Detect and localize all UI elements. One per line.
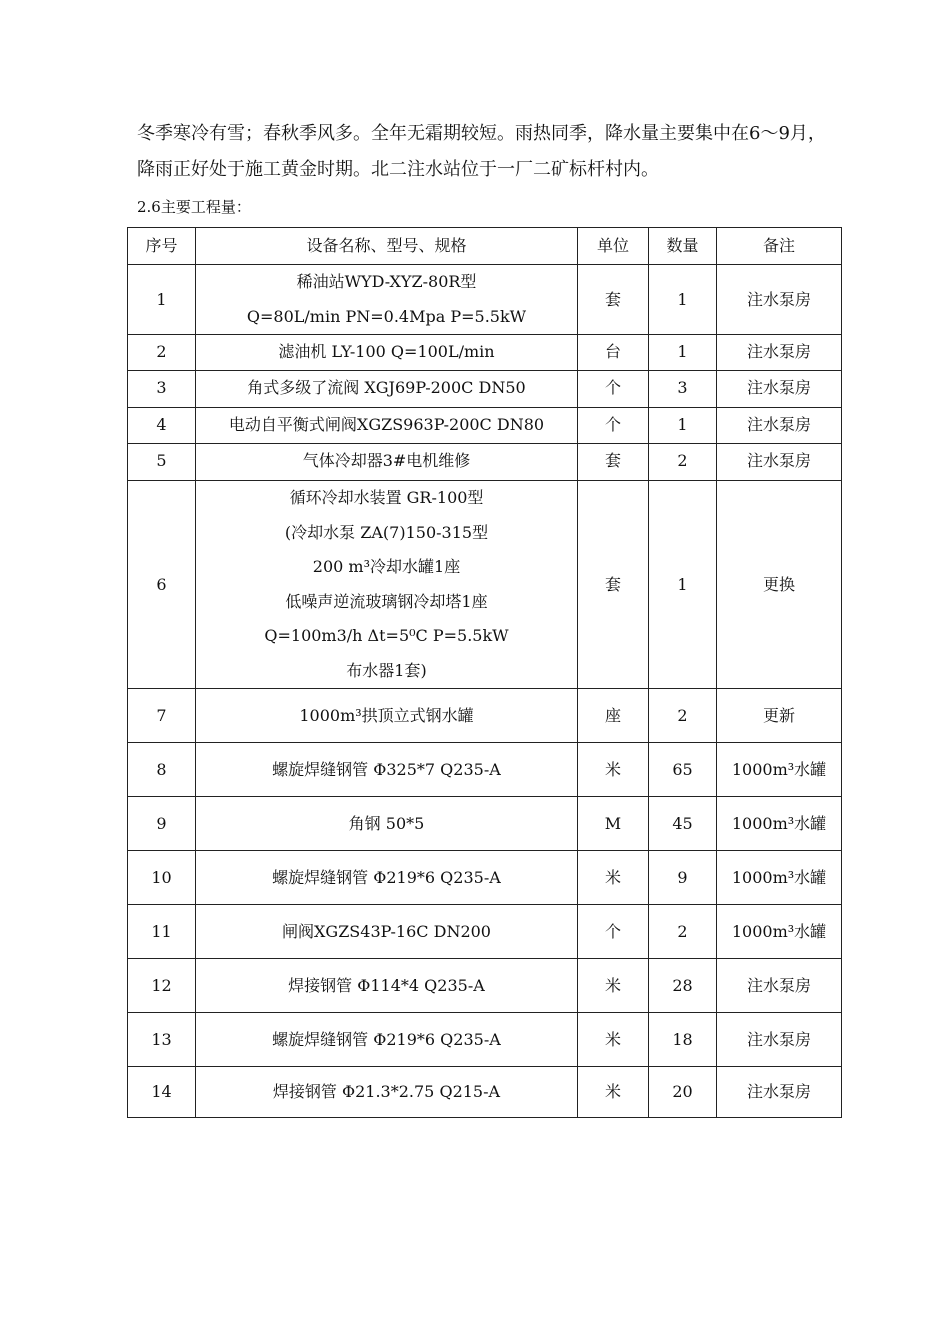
header-name: 设备名称、型号、规格 [196,228,578,265]
cell-qty: 1 [649,265,717,335]
cell-unit: 米 [578,1013,649,1067]
table-row [128,1067,842,1118]
table-row [128,481,842,689]
cell-name [196,959,578,1013]
cell-note: 注水泵房 [717,1067,842,1118]
name-line: Q=80L/min PN=0.4Mpa P=5.5kW [246,306,527,326]
cell-no: 6 [128,481,196,689]
name-line: 循环冷却水装置 GR-100型 [289,488,484,507]
cell-note: 1000m³水罐 [717,797,842,851]
cell-no: 12 [128,959,196,1013]
name-line: 闸阀XGZS43P-16C DN200 [282,921,491,941]
cell-note: 更换 [717,481,842,689]
section-heading: 2.6主要工程量： [137,198,251,216]
cell-name [196,689,578,743]
cell-note: 注水泵房 [717,335,842,371]
cell-name [196,1013,578,1067]
cell-no: 5 [128,444,196,481]
cell-qty: 2 [649,905,717,959]
cell-no: 13 [128,1013,196,1067]
cell-qty: 18 [649,1013,717,1067]
quantities-table [127,227,842,1118]
cell-name [196,335,578,371]
name-line: 滤油机 LY-100 Q=100L/min [278,342,495,361]
name-line: 低噪声逆流玻璃钢冷却塔1座 [285,591,488,611]
name-line: 焊接钢管 Φ114*4 Q235-A [288,975,485,995]
cell-unit: 个 [578,408,649,444]
cell-unit: 台 [578,335,649,371]
cell-unit: 套 [578,481,649,689]
cell-no: 4 [128,408,196,444]
cell-no: 8 [128,743,196,797]
cell-qty: 1 [649,335,717,371]
cell-note: 注水泵房 [717,371,842,408]
name-line: 电动自平衡式闸阀XGZS963P-200C DN80 [228,415,545,434]
cell-qty: 20 [649,1067,717,1118]
cell-note: 更新 [717,689,842,743]
name-line: 200 m³冷却水罐1座 [312,557,461,576]
cell-note: 1000m³水罐 [717,743,842,797]
name-line: Q=100m3/h Δt=5⁰C P=5.5kW [264,626,509,645]
cell-qty: 3 [649,371,717,408]
cell-no: 7 [128,689,196,743]
cell-note: 注水泵房 [717,444,842,481]
table-row [128,1013,842,1067]
cell-note: 注水泵房 [717,408,842,444]
name-line: 螺旋焊缝钢管 Φ325*7 Q235-A [272,759,501,779]
table-row [128,797,842,851]
cell-unit: 套 [578,444,649,481]
cell-unit: 套 [578,265,649,335]
cell-no: 1 [128,265,196,335]
table-row [128,444,842,481]
cell-unit: M [578,797,649,851]
cell-name [196,371,578,408]
table-row [128,905,842,959]
table-row [128,959,842,1013]
header-note: 备注 [717,228,842,265]
table-row [128,689,842,743]
cell-unit: 米 [578,959,649,1013]
paragraph-line-2: 降雨正好处于施工黄金时期。北二注水站位于一厂二矿标杆村内。 [137,159,659,180]
table-row [128,408,842,444]
table-header-row [128,228,842,265]
cell-name [196,481,578,689]
name-line: 角式多级了流阀 XGJ69P-200C DN50 [247,378,526,397]
table-row [128,371,842,408]
table-row [128,335,842,371]
table-row [128,743,842,797]
table-row [128,851,842,905]
header-no: 序号 [128,228,196,265]
name-line: 1000m³拱顶立式钢水罐 [299,705,474,725]
cell-unit: 个 [578,905,649,959]
cell-unit: 米 [578,1067,649,1118]
cell-qty: 9 [649,851,717,905]
cell-name [196,743,578,797]
cell-qty: 2 [649,689,717,743]
cell-unit: 米 [578,851,649,905]
cell-no: 3 [128,371,196,408]
cell-note: 注水泵房 [717,959,842,1013]
cell-no: 11 [128,905,196,959]
header-unit: 单位 [578,228,649,265]
name-line: 角钢 50*5 [348,813,425,833]
cell-name [196,265,578,335]
cell-qty: 45 [649,797,717,851]
cell-note: 注水泵房 [717,1013,842,1067]
cell-qty: 28 [649,959,717,1013]
cell-note: 注水泵房 [717,265,842,335]
cell-no: 2 [128,335,196,371]
cell-unit: 座 [578,689,649,743]
cell-unit: 个 [578,371,649,408]
cell-name [196,408,578,444]
table-row [128,265,842,335]
paragraph-line-1: 冬季寒冷有雪；春秋季风多。全年无霜期较短。雨热同季，降水量主要集中在6～9月， [137,123,826,144]
table-body [128,265,842,1118]
cell-no: 10 [128,851,196,905]
name-line: 稀油站WYD-XYZ-80R型 [296,272,477,291]
cell-qty: 65 [649,743,717,797]
cell-no: 14 [128,1067,196,1118]
cell-no: 9 [128,797,196,851]
cell-unit: 米 [578,743,649,797]
cell-name [196,851,578,905]
cell-name [196,905,578,959]
name-line: 螺旋焊缝钢管 Φ219*6 Q235-A [272,1029,501,1049]
name-line: 布水器1套) [346,660,427,680]
cell-name [196,797,578,851]
cell-qty: 2 [649,444,717,481]
name-line: 气体冷却器3#电机维修 [302,451,471,470]
name-line: 焊接钢管 Φ21.3*2.75 Q215-A [272,1082,501,1101]
name-line: 螺旋焊缝钢管 Φ219*6 Q235-A [272,867,501,887]
cell-name [196,1067,578,1118]
name-line: (冷却水泵 ZA(7)150-315型 [284,522,489,542]
cell-qty: 1 [649,481,717,689]
header-qty: 数量 [649,228,717,265]
body-paragraph [137,116,847,188]
cell-note: 1000m³水罐 [717,905,842,959]
cell-name [196,444,578,481]
cell-note: 1000m³水罐 [717,851,842,905]
cell-qty: 1 [649,408,717,444]
